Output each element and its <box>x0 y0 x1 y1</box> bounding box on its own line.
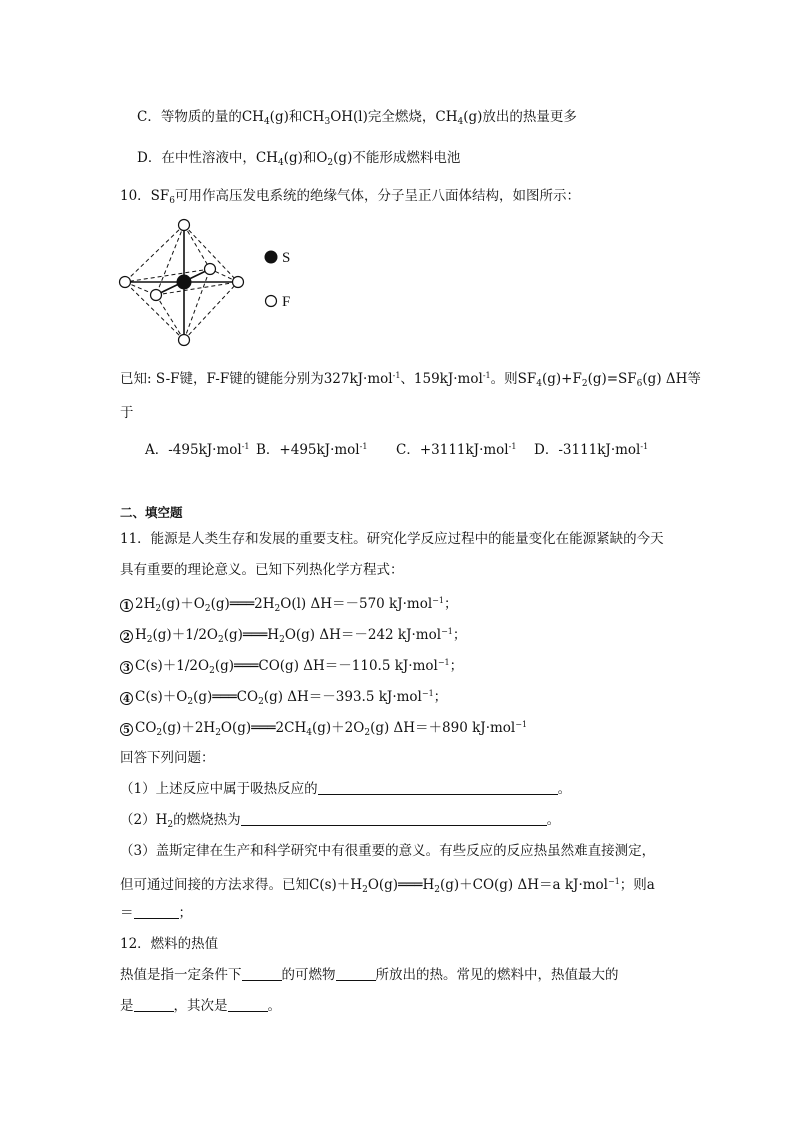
q10-c-text: C．+3111kJ·mol <box>396 442 509 458</box>
q11-stem-line-1: 11．能源是人类生存和发展的重要支柱。研究化学反应过程中的能量变化在能源紧缺的今天 <box>120 531 664 547</box>
q11-equation-1 <box>120 592 457 618</box>
eq-text: (g)＋O <box>161 596 205 612</box>
q9-option-c <box>137 108 577 131</box>
sup: -1 <box>508 442 517 451</box>
eq-text: ； <box>433 689 448 705</box>
q11-part-3-line-1: （3）盖斯定律在生产和科学研究中有很重要的意义。有些反应的反应热虽然难直接测定， <box>120 843 656 859</box>
q11-part-3-line-2 <box>120 873 655 899</box>
sup: −1 <box>437 658 450 667</box>
q10-known-text-5: (g)=SF <box>587 371 637 387</box>
sub: 6 <box>169 196 176 206</box>
q11-p3-text-3: (g)＋CO(g) ΔH＝a kJ·mol <box>439 877 608 893</box>
eq-text: (g) ΔH＝＋890 kJ·mol <box>370 720 516 736</box>
legend-s-label: S <box>282 250 291 266</box>
q9-d-text-3: (g)不能形成燃料电池 <box>333 150 461 166</box>
q12-text-3: 所放出的热。常见的燃料中，热值最大的 <box>375 967 619 983</box>
q9-c-text-3: OH(l)完全燃烧，CH <box>330 109 458 125</box>
q9-d-text-1: D．在中性溶液中，CH <box>137 150 278 166</box>
q9-c-text-4: (g)放出的热量更多 <box>463 109 577 125</box>
eq-text: CO <box>135 720 157 736</box>
q11-stem-line-2: 具有重要的理论意义。已知下列热化学方程式： <box>120 562 404 578</box>
q9-option-d <box>137 149 460 172</box>
sub: 2 <box>258 697 264 707</box>
sub: 2 <box>279 635 285 645</box>
sub: 2 <box>187 697 194 707</box>
answer-blank-complete-combustion[interactable] <box>336 967 376 981</box>
q11-equation-4 <box>120 685 447 711</box>
q12-text-6: 。 <box>267 998 281 1014</box>
q11-p1-text: （1）上述反应中属于吸热反应的 <box>120 781 318 797</box>
sub: 2 <box>156 728 163 738</box>
q10-option-a <box>145 438 250 459</box>
q10-known <box>120 367 701 393</box>
eq-text: ； <box>452 627 467 643</box>
sub: 2 <box>581 379 588 389</box>
eq-text: (g)＋1/2O <box>152 627 218 643</box>
sup: -1 <box>241 442 250 451</box>
q10-stem <box>120 187 580 210</box>
q11-part-1 <box>120 780 571 798</box>
q10-known-text-2: 、159kJ·mol <box>400 371 483 387</box>
legend-f-symbol <box>266 296 277 307</box>
f-atom-right <box>233 277 244 288</box>
q10-stem-text-2: 可用作高压发电系统的绝缘气体，分子呈正八面体结构，如图所示： <box>175 188 581 204</box>
eq-text: (g)═══CO(g) ΔH＝－110.5 kJ·mol <box>214 658 438 674</box>
circled-number: 4 <box>120 692 133 705</box>
sup: -1 <box>359 442 368 451</box>
sup: -1 <box>640 442 649 451</box>
q10-option-b <box>256 438 367 459</box>
sub: 6 <box>636 379 643 389</box>
sub: 2 <box>204 604 211 614</box>
sup: -1 <box>482 371 491 380</box>
q12-text-4: 是 <box>120 998 134 1014</box>
sup: −1 <box>515 720 528 729</box>
eq-text: (g)═══CO <box>193 689 259 705</box>
f-atom-back <box>205 264 216 275</box>
sub: 2 <box>167 820 174 830</box>
q10-a-text: A．-495kJ·mol <box>145 442 242 458</box>
sub: 4 <box>277 158 284 168</box>
q10-known-text-4: (g)+F <box>541 371 582 387</box>
q12-text-2: 的可燃物 <box>281 967 336 983</box>
q12-title: 12．燃料的热值 <box>120 936 219 952</box>
q12-text-1: 热值是指一定条件下 <box>120 967 242 983</box>
q10-known-text-1: 已知: S-F键，F-F键的键能分别为327kJ·mol <box>120 371 393 387</box>
legend-s-symbol <box>265 251 278 264</box>
eq-text: (g) ΔH＝－393.5 kJ·mol <box>263 689 422 705</box>
circled-number: 2 <box>120 630 133 643</box>
sub: 2 <box>155 604 162 614</box>
q10-d-text: D．-3111kJ·mol <box>534 442 641 458</box>
answer-blank-a-value[interactable] <box>134 905 179 919</box>
sub: 2 <box>362 885 368 895</box>
sub: 2 <box>146 635 153 645</box>
f-atom-left <box>120 277 131 288</box>
q11-equation-2 <box>120 623 466 649</box>
sub: 3 <box>324 117 331 127</box>
q11-p3-end: ； <box>178 905 192 921</box>
equals-sign: ＝ <box>120 905 134 921</box>
q12-line-2 <box>120 997 281 1015</box>
sub: 2 <box>274 604 281 614</box>
sup: −1 <box>421 689 434 698</box>
eq-text: ； <box>449 658 464 674</box>
q11-equation-3 <box>120 654 463 680</box>
eq-text: (g)═══H <box>223 627 280 643</box>
answer-blank-h2-combustion[interactable] <box>241 812 547 826</box>
q9-d-text-2: (g)和O <box>283 150 328 166</box>
sub: 2 <box>209 666 215 676</box>
f-atom-bottom <box>179 335 190 346</box>
q11-answer-prompt: 回答下列问题： <box>120 750 215 766</box>
q12-line-1 <box>120 966 619 984</box>
circled-number: 3 <box>120 661 133 674</box>
eq-text: O(g)═══2CH <box>220 720 307 736</box>
eq-text: (g)＋2H <box>162 720 216 736</box>
f-atom-top <box>179 220 190 231</box>
q9-c-text-2: (g)和CH <box>269 109 325 125</box>
eq-text: ； <box>443 596 458 612</box>
sup: −1 <box>441 627 453 636</box>
answer-blank-second-fuel[interactable] <box>228 998 268 1012</box>
s-atom-center <box>177 275 192 290</box>
q11-p2-text-2: 的燃烧热为 <box>173 812 241 828</box>
sub: 2 <box>215 728 221 738</box>
sub: 2 <box>218 635 224 645</box>
sup: −1 <box>432 596 444 605</box>
answer-blank-highest-fuel[interactable] <box>134 998 174 1012</box>
answer-blank-endothermic[interactable] <box>318 781 558 795</box>
q11-p2-text: （2）H <box>120 812 168 828</box>
sub: 4 <box>263 117 270 127</box>
sub: 4 <box>536 379 542 389</box>
q11-p2-end: 。 <box>546 812 561 828</box>
eq-text: (g)═══2H <box>210 596 275 612</box>
q10-stem-text-1: 10．SF <box>120 188 170 204</box>
q12-text-5: ，其次是 <box>173 998 228 1014</box>
f-atom-front <box>151 290 162 301</box>
section-heading-fill-in: 二、填空题 <box>120 505 183 520</box>
sub: 4 <box>457 117 464 127</box>
eq-text: 2H <box>135 596 156 612</box>
circled-number: 1 <box>120 599 133 612</box>
circled-number: 5 <box>120 723 133 736</box>
eq-text: O(l) ΔH＝－570 kJ·mol <box>280 596 433 612</box>
sup: -1 <box>392 371 401 380</box>
eq-text: O(g) ΔH＝－242 kJ·mol <box>284 627 442 643</box>
eq-text: C(s)＋1/2O <box>135 658 210 674</box>
q10-known-text-3: 。则SF <box>490 371 537 387</box>
q10-b-text: B．+495kJ·mol <box>256 442 360 458</box>
q9-c-text-1: C．等物质的量的CH <box>137 109 264 125</box>
sub: 2 <box>434 885 440 895</box>
q11-p3-text: 但可通过间接的方法求得。已知C(s)＋H <box>120 877 363 893</box>
sub: 4 <box>306 728 312 738</box>
sub: 2 <box>327 158 334 168</box>
eq-text: H <box>135 627 147 643</box>
q11-p1-end: 。 <box>557 781 572 797</box>
q10-option-c <box>396 438 516 459</box>
sub: 2 <box>364 728 371 738</box>
q11-p3-text-4: ；则a <box>619 877 655 893</box>
answer-blank-unit-mass[interactable] <box>242 967 282 981</box>
q10-known-text-6: (g) ΔH等 <box>642 371 701 387</box>
sf6-octahedron-diagram <box>115 215 315 350</box>
legend-f-label: F <box>282 294 291 310</box>
q11-equation-5 <box>120 716 527 742</box>
q10-known-cont: 于 <box>120 405 134 421</box>
q10-option-d <box>534 438 648 459</box>
eq-text: C(s)＋O <box>135 689 188 705</box>
q11-p3-text-2: O(g)═══H <box>367 877 435 893</box>
eq-text: (g)＋2O <box>311 720 365 736</box>
q11-part-2 <box>120 811 560 834</box>
sup: −1 <box>608 877 620 886</box>
q11-part-3-line-3 <box>120 904 192 922</box>
